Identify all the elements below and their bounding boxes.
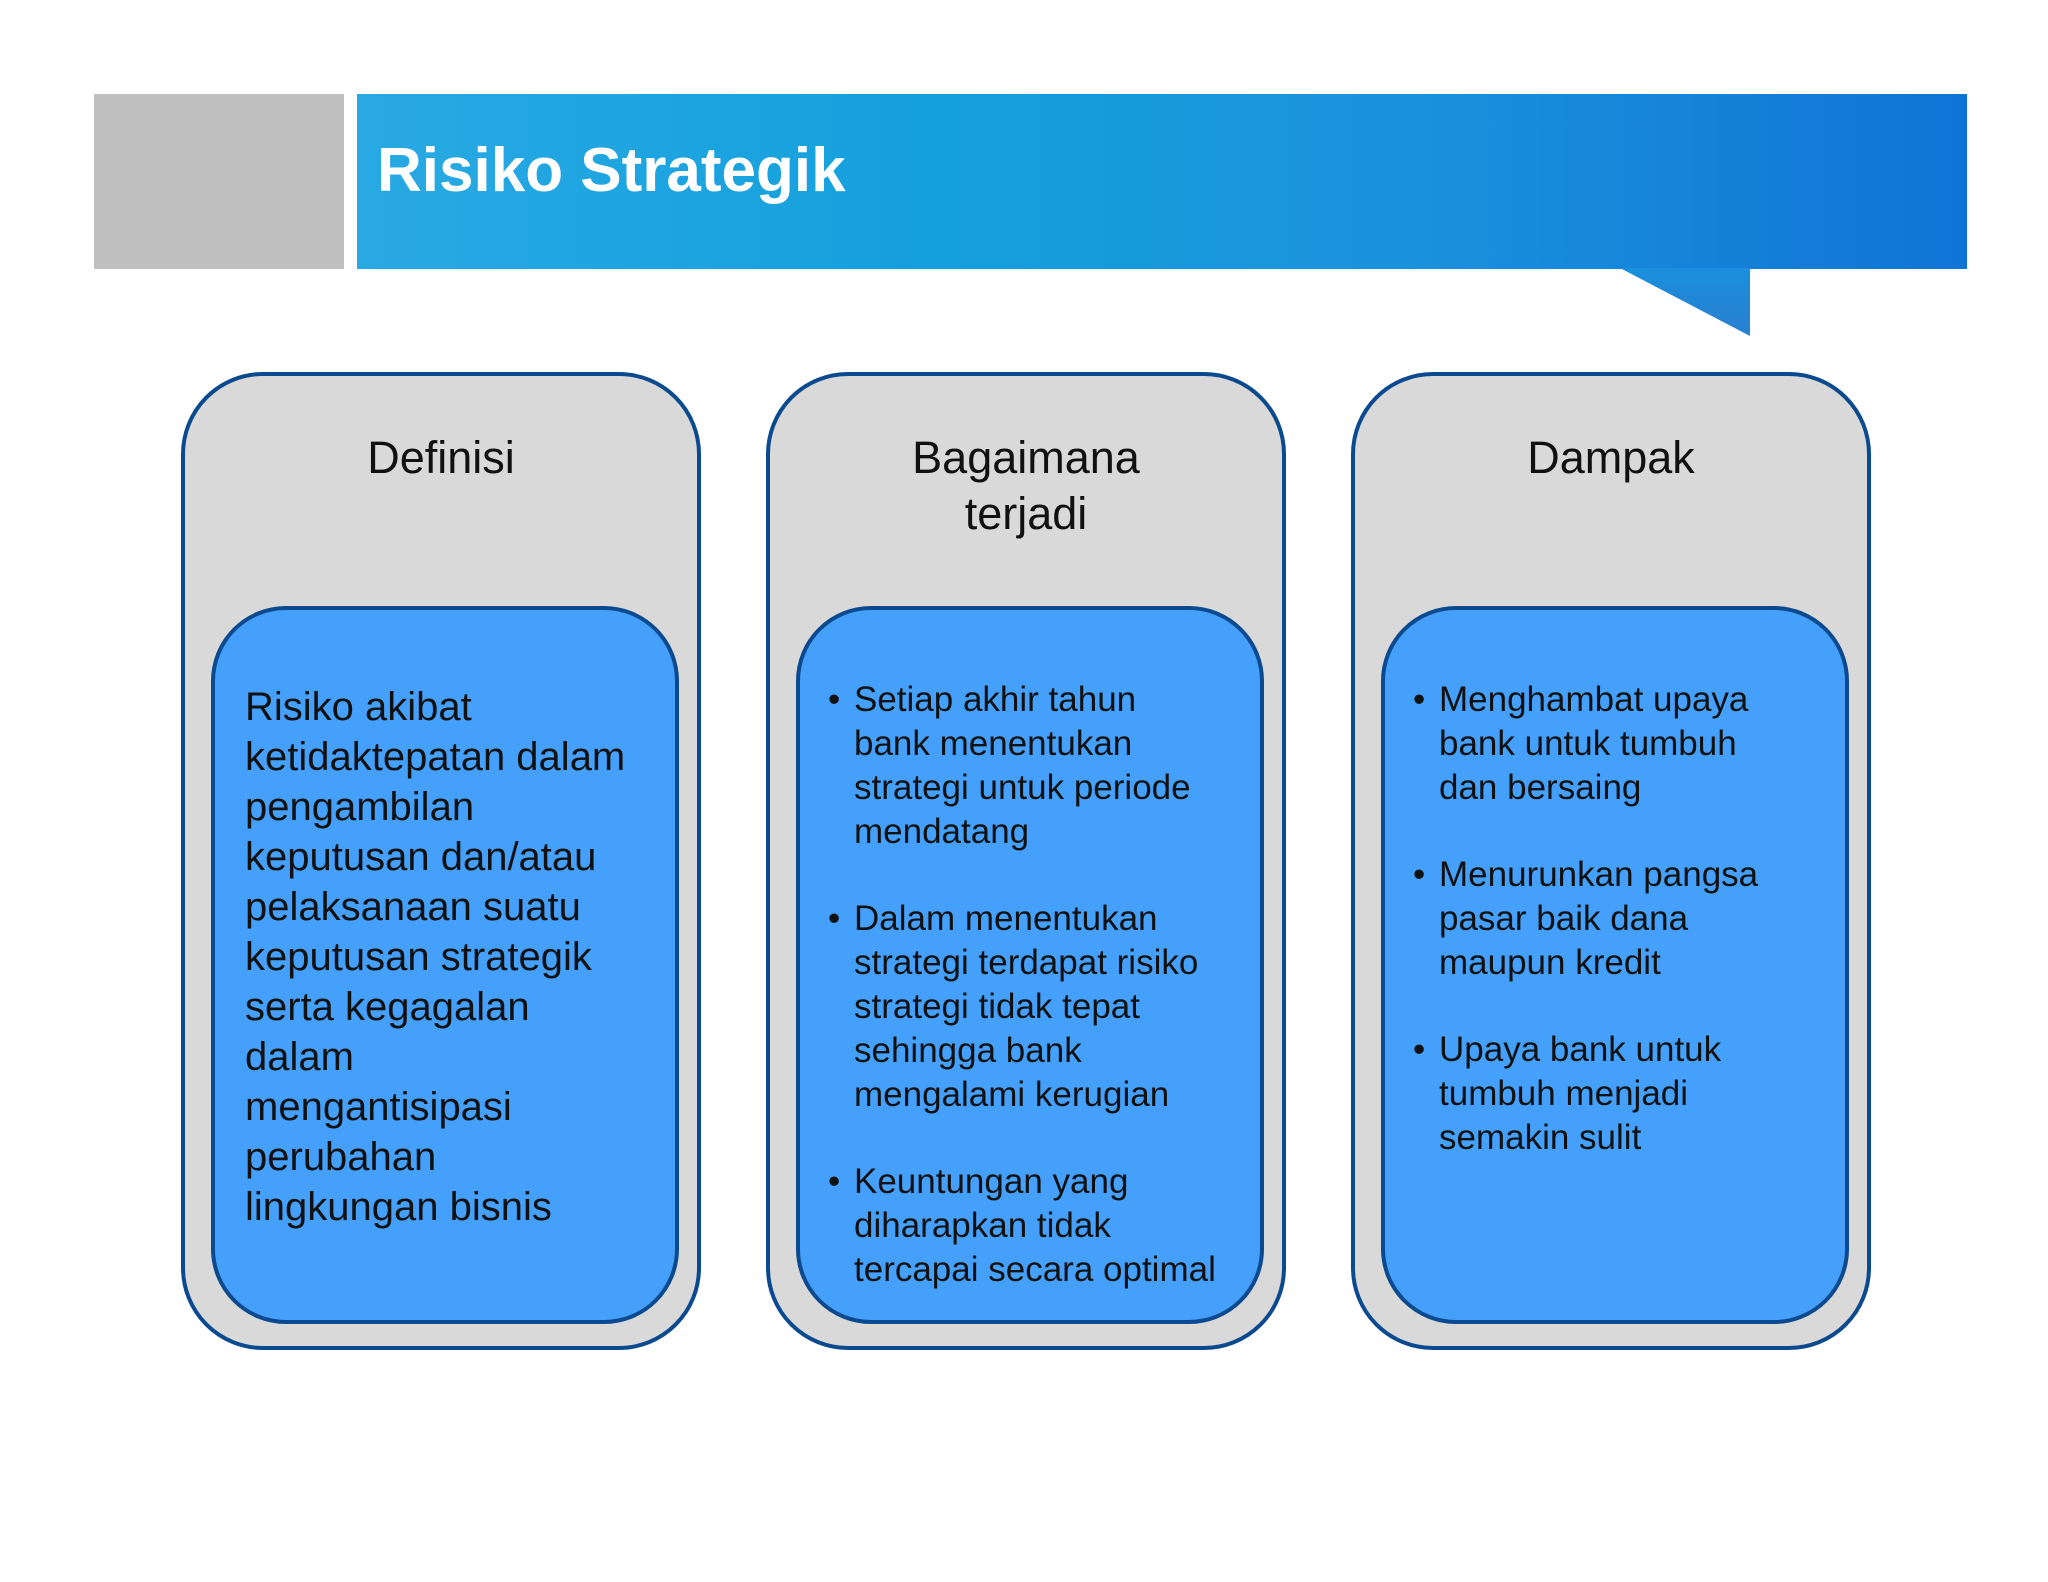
text-line: ketidaktepatan dalam [245, 735, 626, 779]
text-line: dan bersaing [1439, 768, 1642, 807]
heading-line: terjadi [964, 488, 1088, 539]
page-title: Risiko Strategik [377, 136, 846, 205]
text-line: pasar baik dana [1439, 899, 1689, 938]
text-line: Menurunkan pangsa [1439, 855, 1759, 894]
text-line: lingkungan bisnis [245, 1185, 552, 1229]
column-definisi [181, 372, 701, 1350]
text-line: Upaya bank untuk [1439, 1030, 1722, 1069]
text-line: serta kegagalan [245, 985, 530, 1029]
text-line: strategi untuk periode [854, 768, 1191, 807]
bullet-icon: • [1413, 680, 1426, 719]
text-line: keputusan dan/atau [245, 835, 597, 879]
content-box [1381, 606, 1849, 1324]
header-gray-block [94, 94, 344, 269]
column-heading [1355, 430, 1867, 486]
content-box [211, 606, 679, 1324]
list-item [1413, 1028, 1835, 1160]
bullet-icon: • [828, 899, 841, 938]
bullet-icon: • [828, 1162, 841, 1201]
column-heading [185, 430, 697, 486]
text-line: pelaksanaan suatu [245, 885, 581, 929]
text-line: mendatang [854, 812, 1030, 851]
text-line: keputusan strategik [245, 935, 592, 979]
column-heading [770, 430, 1282, 542]
text-line: maupun kredit [1439, 943, 1661, 982]
bullet-icon: • [828, 680, 841, 719]
heading-line: Bagaimana [912, 432, 1140, 483]
column-dampak [1351, 372, 1871, 1350]
list-item [828, 678, 1250, 854]
text-line: perubahan [245, 1135, 437, 1179]
text-line: bank untuk tumbuh [1439, 724, 1737, 763]
text-line: tumbuh menjadi [1439, 1074, 1689, 1113]
text-line: Setiap akhir tahun [854, 680, 1137, 719]
heading-line: Definisi [367, 432, 515, 483]
text-line: Risiko akibat [245, 685, 472, 729]
bullet-list [1413, 678, 1835, 1203]
text-line: diharapkan tidak [854, 1206, 1111, 1245]
list-item [1413, 678, 1835, 810]
bullet-icon: • [1413, 1030, 1426, 1069]
content-box [796, 606, 1264, 1324]
text-line: tercapai secara optimal [854, 1250, 1216, 1289]
bullet-list [828, 678, 1250, 1335]
text-line: mengalami kerugian [854, 1075, 1170, 1114]
list-item [828, 1160, 1250, 1292]
column-bagaimana-terjadi [766, 372, 1286, 1350]
text-line: sehingga bank [854, 1031, 1082, 1070]
text-line: mengantisipasi [245, 1085, 512, 1129]
list-item [828, 897, 1250, 1117]
text-line: Menghambat upaya [1439, 680, 1749, 719]
text-line: Dalam menentukan [854, 899, 1158, 938]
definition-text [245, 682, 659, 1232]
list-item [1413, 853, 1835, 985]
bullet-icon: • [1413, 855, 1426, 894]
text-line: dalam [245, 1035, 354, 1079]
banner-tail-shape [1620, 268, 1750, 336]
text-line: strategi terdapat risiko [854, 943, 1199, 982]
heading-line: Dampak [1527, 432, 1695, 483]
text-line: pengambilan [245, 785, 475, 829]
text-line: Keuntungan yang [854, 1162, 1129, 1201]
text-line: bank menentukan [854, 724, 1133, 763]
text-line: strategi tidak tepat [854, 987, 1140, 1026]
text-line: semakin sulit [1439, 1118, 1642, 1157]
